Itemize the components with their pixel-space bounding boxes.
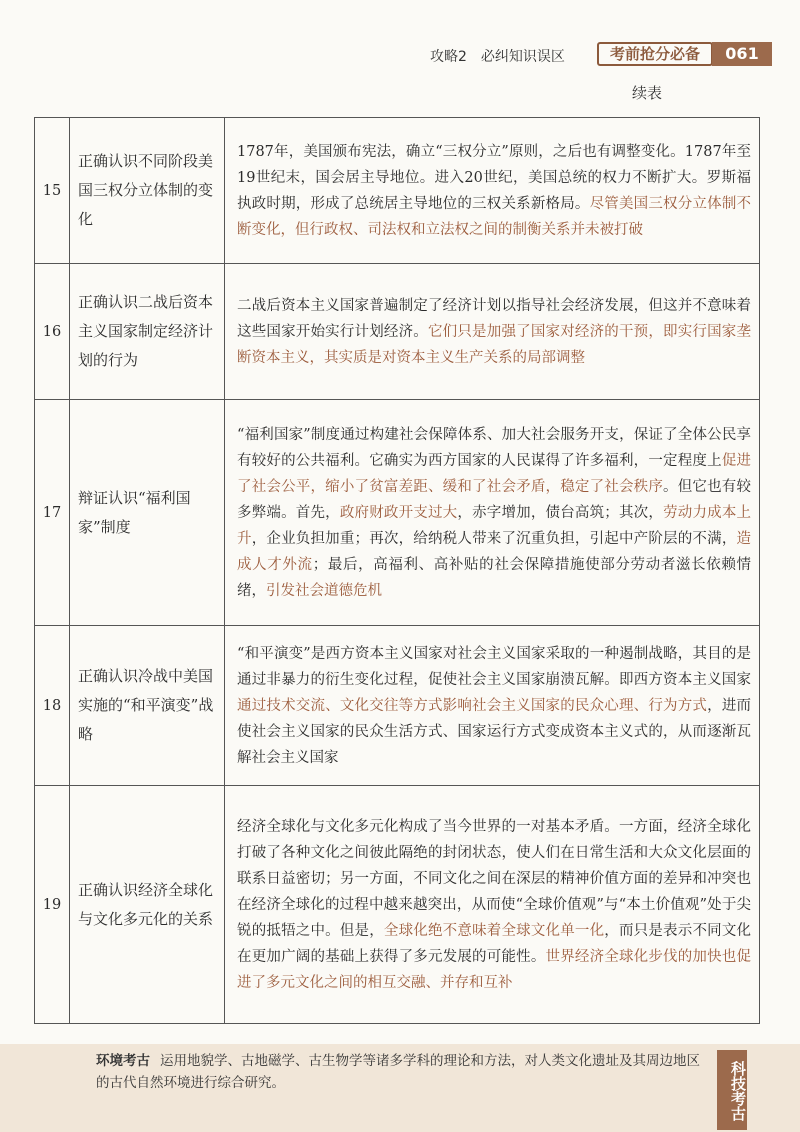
row-number: 17 (35, 400, 70, 626)
knowledge-table (34, 117, 760, 1024)
row-topic: 正确认识冷战中美国实施的“和平演变”战略 (70, 626, 225, 786)
footer-note (0, 1044, 800, 1132)
footer-term: 环境考古 (96, 1053, 150, 1069)
row-number: 19 (35, 786, 70, 1024)
row-description: 二战后资本主义国家普遍制定了经济计划以指导社会经济发展，但这并不意味着这些国家开始实行计划经济。它们只是加强了国家对经济的干预，即实行国家垄断资本主义，其实质是对资本主义生产关系的局部调整 (225, 264, 760, 400)
table-row (35, 118, 760, 264)
row-number: 18 (35, 626, 70, 786)
table-row (35, 626, 760, 786)
row-description: 经济全球化与文化多元化构成了当今世界的一对基本矛盾。一方面，经济全球化打破了各种文化之间彼此隔绝的封闭状态，使人们在日常生活和大众文化层面的联系日益密切；另一方面，不同文化之间在深层的精神价值方面的差异和冲突也在经济全球化的过程中越来越突出，从而使“全球价值观”与“本土价值观”处于尖锐的抵牾之中。但是，全球化绝不意味着全球文化单一化，而只是表示不同文化在更加广阔的基础上获得了多元发展的可能性。世界经济全球化步伐的加快也促进了多元文化之间的相互交融、并存和互补 (225, 786, 760, 1024)
row-number: 15 (35, 118, 70, 264)
row-description: 1787年，美国颁布宪法，确立“三权分立”原则，之后也有调整变化。1787年至19世纪末，国会居主导地位。进入20世纪，美国总统的权力不断扩大。罗斯福执政时期，形成了总统居主导地位的三权关系新格局。尽管美国三权分立体制不断变化，但行政权、司法权和立法权之间的制衡关系并未被打破 (225, 118, 760, 264)
table-row (35, 400, 760, 626)
page-number: 061 (712, 42, 772, 66)
brand-label: 考前抢分必备 (597, 42, 713, 66)
row-topic: 辩证认识“福利国家”制度 (70, 400, 225, 626)
page-header (0, 42, 800, 68)
row-topic: 正确认识经济全球化与文化多元化的关系 (70, 786, 225, 1024)
row-topic: 正确认识二战后资本主义国家制定经济计划的行为 (70, 264, 225, 400)
section-title: 攻略2 必纠知识误区 (430, 49, 565, 65)
continued-label: 续表 (632, 84, 663, 102)
footer-text-block (96, 1050, 706, 1094)
row-topic: 正确认识不同阶段美国三权分立体制的变化 (70, 118, 225, 264)
table-row (35, 786, 760, 1024)
footer-definition: 运用地貌学、古地磁学、古生物学等诸多学科的理论和方法，对人类文化遗址及其周边地区的古代自然环境进行综合研究。 (96, 1053, 700, 1091)
table-row (35, 264, 760, 400)
footer-badge: 科技考古 (717, 1050, 747, 1130)
row-description: “福利国家”制度通过构建社会保障体系、加大社会服务开支，保证了全体公民享有较好的公共福利。它确实为西方国家的人民谋得了许多福利，一定程度上促进了社会公平，缩小了贫富差距、缓和了社会矛盾，稳定了社会秩序。但它也有较多弊端。首先，政府财政开支过大，赤字增加，债台高筑；其次，劳动力成本上升，企业负担加重；再次，给纳税人带来了沉重负担，引起中产阶层的不满，造成人才外流；最后，高福利、高补贴的社会保障措施使部分劳动者滋长依赖情绪，引发社会道德危机 (225, 400, 760, 626)
row-number: 16 (35, 264, 70, 400)
row-description: “和平演变”是西方资本主义国家对社会主义国家采取的一种遏制战略，其目的是通过非暴力的衍生变化过程，促使社会主义国家崩溃瓦解。即西方资本主义国家通过技术交流、文化交往等方式影响社会主义国家的民众心理、行为方式，进而使社会主义国家的民众生活方式、国家运行方式变成资本主义式的，从而逐渐瓦解社会主义国家 (225, 626, 760, 786)
